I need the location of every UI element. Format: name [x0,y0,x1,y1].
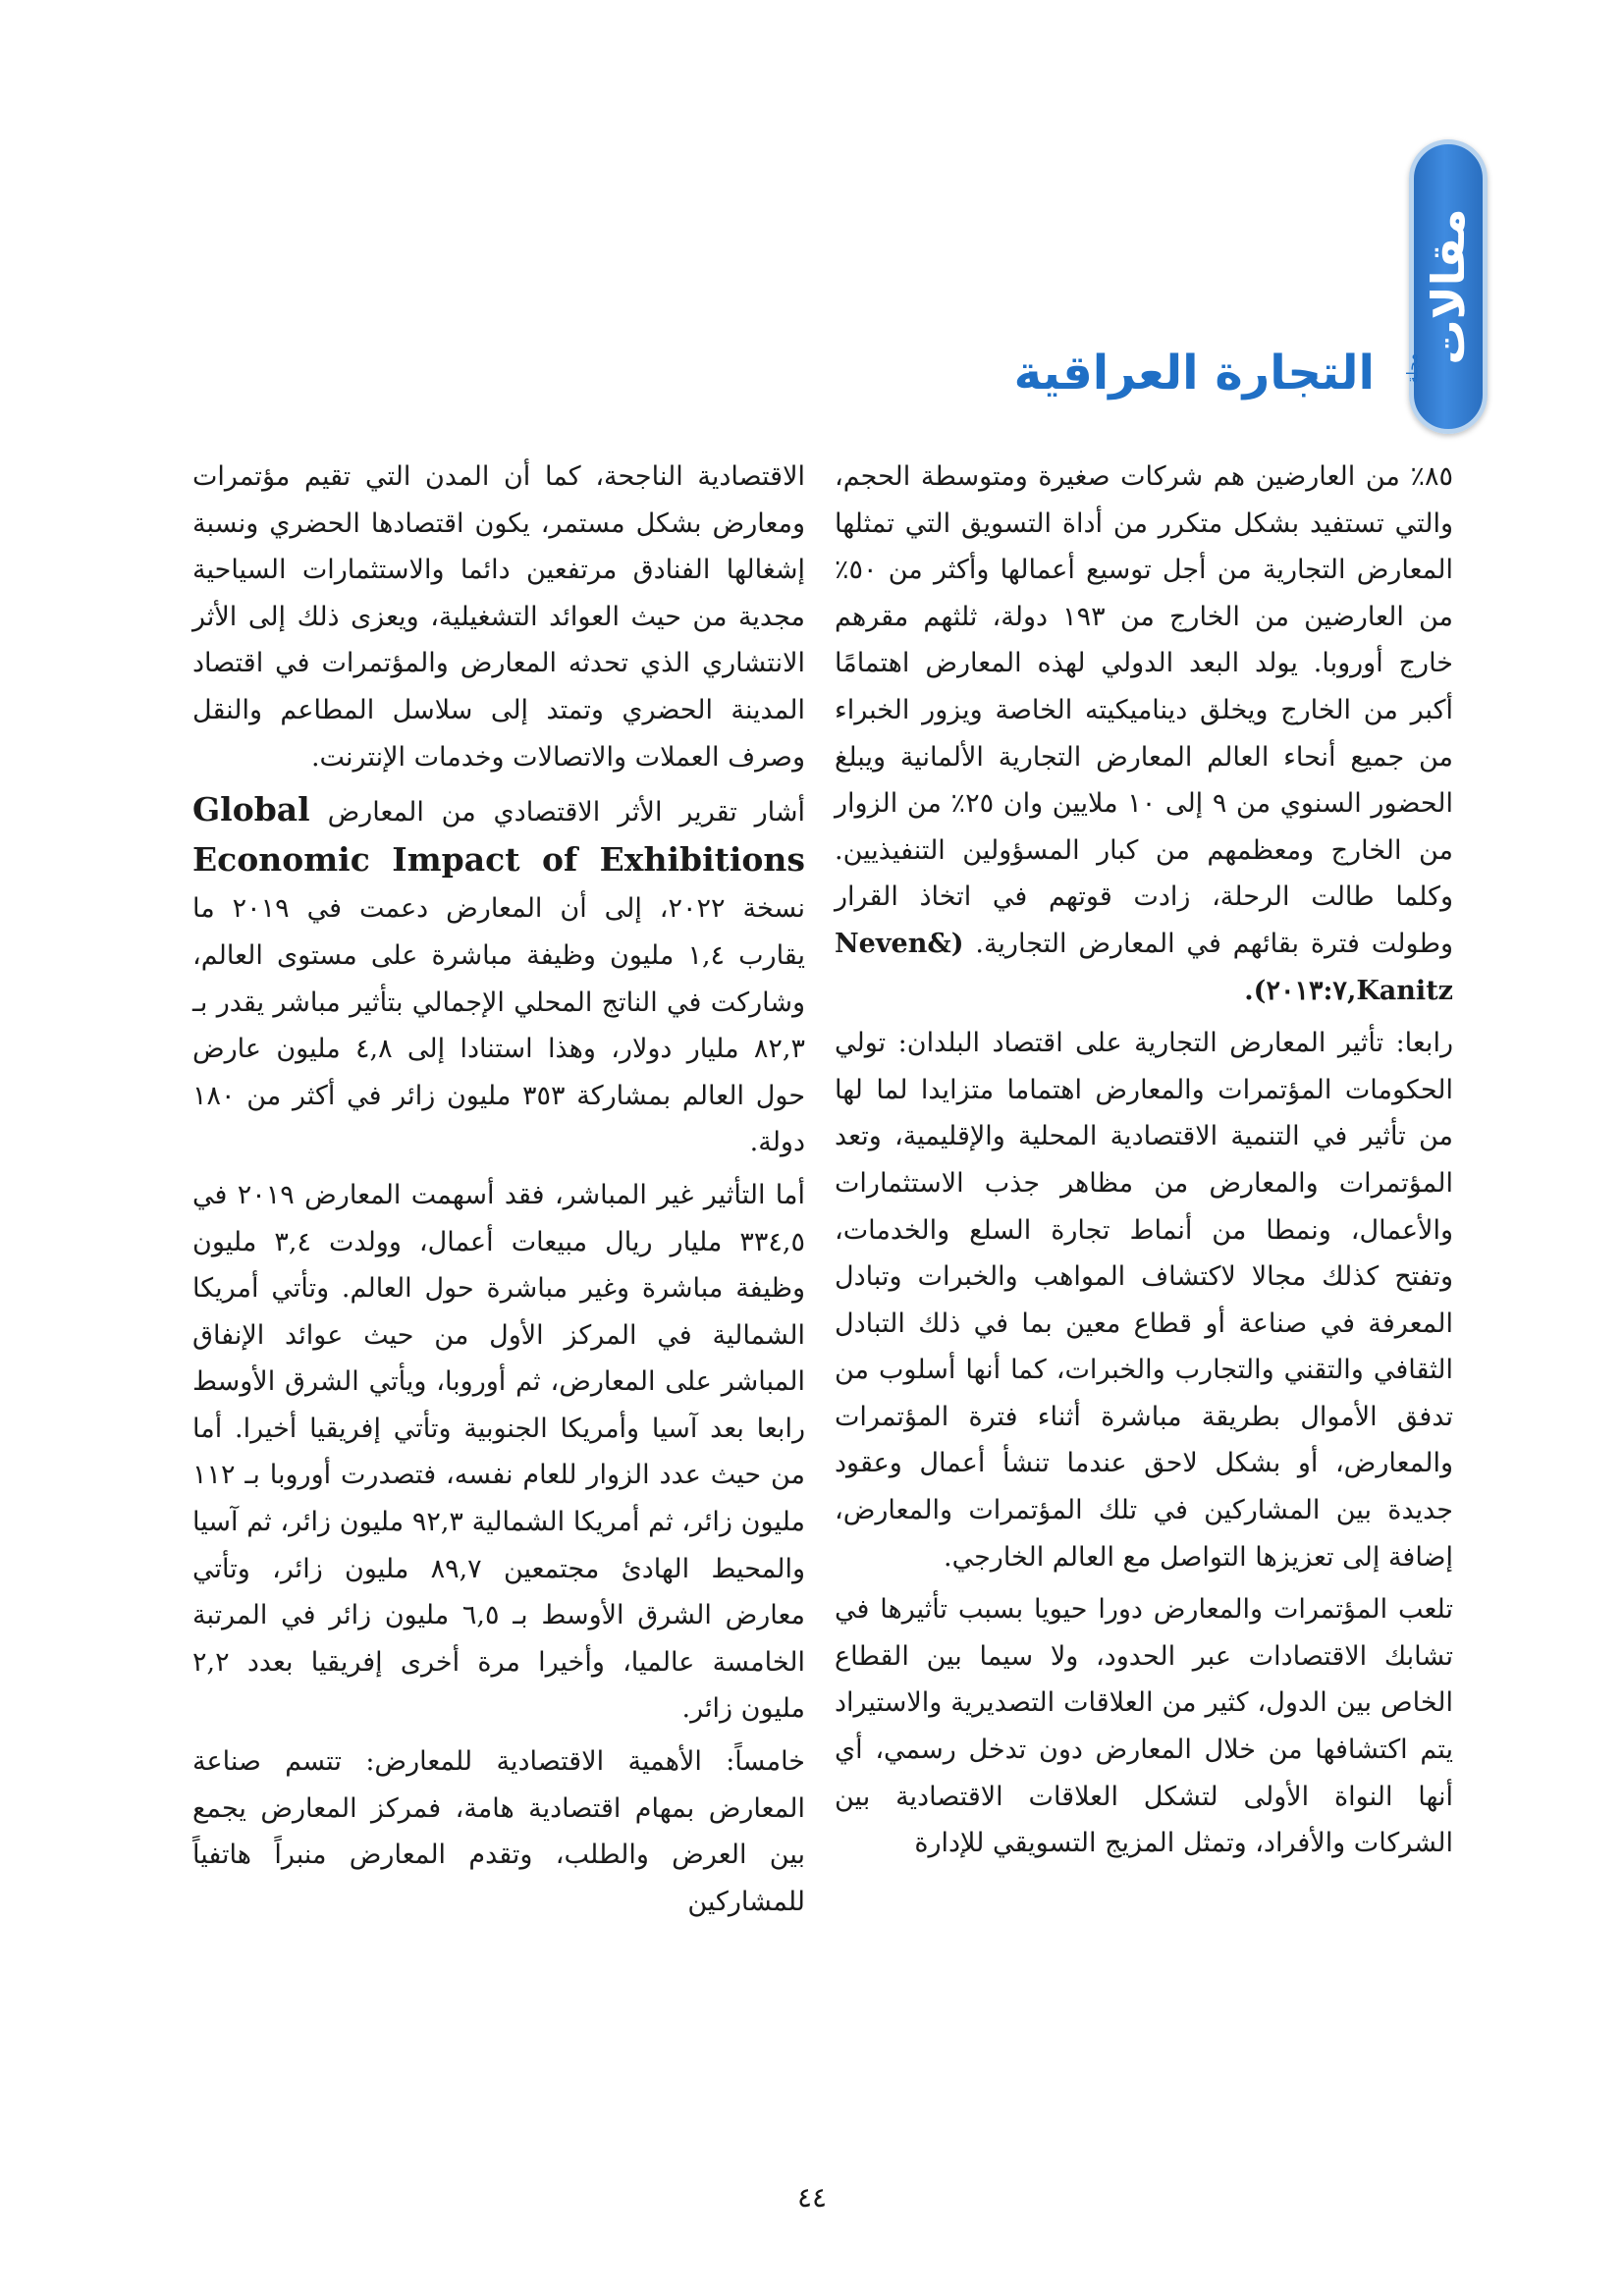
section-tab [1409,139,1488,434]
paragraph [835,454,1453,1014]
report-name: Global Economic Impact of Exhibitions [192,790,805,879]
paragraph-text: أما التأثير غير المباشر، فقد أسهمت المعارض ٢٠١٩ في ٣٣٤,٥ مليار ريال مبيعات أعمال، وولدت ٣,٤ مليون وظيفة مباشرة وغير مباشرة حول العالم. وتأتي أمريكا الشمالية في المركز الأول من حيث عوائد الإنفاق المباشر على المعارض، ثم أوروبا، ويأتي الشرق الأوسط رابعا بعد آسيا وأمريكا الجنوبية وتأتي إفريقيا أخيرا. أما من حيث عدد الزوار للعام نفسه، فتصدرت أوروبا بـ ١١٢ مليون زائر، ثم أمريكا الشمالية ٩٢,٣ مليون زائر، ثم آسيا والمحيط الهادئ مجتمعين ٨٩,٧ مليون زائر، وتأتي معارض الشرق الأوسط بـ ٦,٥ مليون زائر في المرتبة الخامسة عالميا، وأخيرا مرة أخرى إفريقيا بعدد ٢,٢ مليون زائر. [192,1179,805,1725]
page-number: ٤٤ [796,2181,828,2214]
paragraph [192,454,805,780]
paragraph-text: تلعب المؤتمرات والمعارض دورا حيويا بسبب تأثيرها في تشابك الاقتصادات عبر الحدود، ولا سيما بين القطاع الخاص بين الدول، كثير من العلاقات التصديرية والاستيراد يتم اكتشافها من خلال المعارض دون تدخل رسمي، أي أنها النواة الأولى لتشكل العلاقات الاقتصادية بين الشركات والأفراد، وتمثل المزيج التسويقي للإدارة [835,1594,1453,1859]
paragraph-text: ٨٥٪ من العارضين هم شركات صغيرة ومتوسطة الحجم، والتي تستفيد بشكل متكرر من أداة التسويق التي تمثلها المعارض التجارية من أجل توسيع أعمالها وأكثر من ٥٠٪ من العارضين من الخارج من ١٩٣ دولة، ثلثهم مقرهم خارج أوروبا. يولد البعد الدولي لهذه المعارض اهتمامًا أكبر من الخارج ويخلق ديناميكيته الخاصة ويزور الخبراء من جميع أنحاء العالم المعارض التجارية الألمانية ويبلغ الحضور السنوي من ٩ إلى ١٠ ملايين وان ٢٥٪ من الزوار من الخارج ومعظمهم من كبار المسؤولين التنفيذيين. وكلما طالت الرحلة، زادت قوتهم في اتخاذ القرار وطولت فترة بقائهم في المعارض التجارية. [835,461,1453,959]
paragraph-text: خامساً: الأهمية الاقتصادية للمعارض: تتسم صناعة المعارض بمهام اقتصادية هامة، فمركز المعارض يجمع بين العرض والطلب، وتقدم المعارض منبراً هاتفياً للمشاركين [192,1746,805,1917]
paragraph [192,1172,805,1733]
paragraph [835,1586,1453,1867]
paragraph-text: أشار تقرير الأثر الاقتصادي من المعارض [327,797,805,828]
paragraph [835,1020,1453,1580]
section-heading: رابعا: تأثير المعارض التجارية على اقتصاد البلدان: [897,1028,1453,1059]
paragraph [192,786,805,1166]
magazine-masthead [1013,346,1422,424]
paragraph-text: الاقتصادية الناجحة، كما أن المدن التي تقيم مؤتمرات ومعارض بشكل مستمر، يكون اقتصادها الحضري ونسبة إشغالها الفنادق مرتفعين دائما والاستثمارات السياحية مجدية من حيث العوائد التشغيلية، ويعزى ذلك إلى الأثر الانتشاري الذي تحدثه المعارض والمؤتمرات في اقتصاد المدينة الحضري وتمتد إلى سلاسل المطاعم والنقل وصرف العملات والاتصالات وخدمات الإنترنت. [192,461,805,773]
article-column-right [835,454,1453,1867]
magazine-label: مجلة [1404,353,1422,384]
paragraph-text: تولي الحكومات المؤتمرات والمعارض اهتماما متزايدا لما لها من تأثير في التنمية الاقتصادية المحلية والإقليمية، وتعد المؤتمرات والمعارض من مظاهر جذب الاستثمارات والأعمال، ونمطا من أنماط تجارة السلع والخدمات، وتفتح كذلك مجالا لاكتشاف المواهب والخبرات وتبادل المعرفة في صناعة أو قطاع معين بما في ذلك التبادل الثقافي والتقني والتجارب والخبرات، كما أنها أسلوب من تدفق الأموال بطريقة مباشرة أثناء فترة المؤتمرات والمعارض، أو بشكل لاحق عندما تنشأ أعمال وعقود جديدة بين المشاركين في تلك المؤتمرات والمعارض، إضافة إلى تعزيزها التواصل مع العالم الخارجي. [835,1028,1453,1573]
paragraph-text: نسخة ٢٠٢٢، إلى أن المعارض دعمت في ٢٠١٩ ما يقارب ١,٤ مليون وظيفة مباشرة على مستوى العالم، وشاركت في الناتج المحلي الإجمالي بتأثير مباشر يقدر بـ ٨٢,٣ مليار دولار، وهذا استنادا إلى ٤,٨ مليون عارض حول العالم بمشاركة ٣٥٣ مليون زائر في أكثر من ١٨٠ دولة. [192,893,806,1158]
paragraph [192,1738,805,1925]
section-tab-label: مقالات [1422,208,1475,365]
article-column-left [192,454,805,1925]
magazine-title: التجارة العراقية [1013,346,1375,400]
citation: (Neven& Kanitz,٢٠١٣:٧). [835,928,1453,1006]
